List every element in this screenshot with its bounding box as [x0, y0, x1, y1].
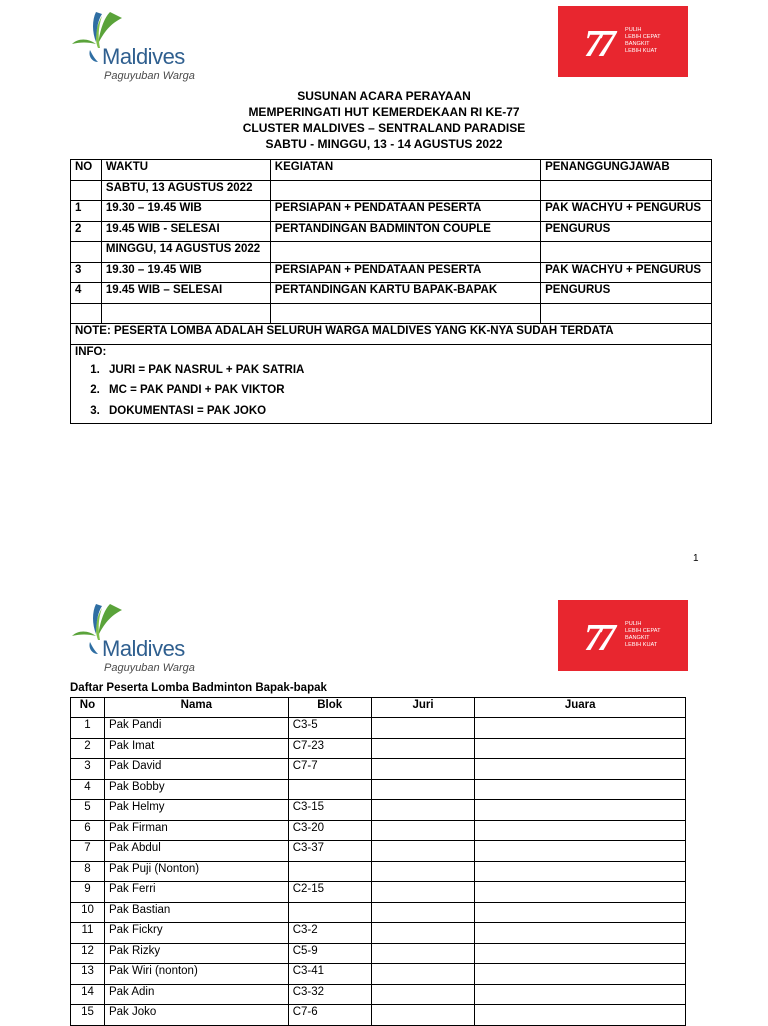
participant-row: 11 Pak Fickry C3-2 — [71, 923, 686, 944]
info-label: INFO: — [75, 345, 107, 358]
participant-row: 6 Pak Firman C3-20 — [71, 820, 686, 841]
schedule-row: 4 19.45 WIB – SELESAI PERTANDINGAN KARTU BAPAK-BAPAK PENGURUS — [71, 283, 712, 304]
participant-row: 15 Pak Joko C7-6 — [71, 1005, 686, 1026]
schedule-row: 2 19.45 WIB - SELESAI PERTANDINGAN BADMINTON COUPLE PENGURUS — [71, 221, 712, 242]
hut-ri-77-badge — [558, 600, 688, 671]
participant-row: 10 Pak Bastian — [71, 902, 686, 923]
heading-line: SABTU - MINGGU, 13 - 14 AGUSTUS 2022 — [265, 137, 503, 151]
header-waktu: WAKTU — [101, 160, 270, 181]
participant-list-title: Daftar Peserta Lomba Badminton Bapak-bapak — [70, 682, 327, 694]
hut-ri-77-badge — [558, 6, 688, 77]
info-row — [71, 344, 712, 423]
header-blok: Blok — [288, 698, 371, 718]
schedule-note: NOTE: PESERTA LOMBA ADALAH SELURUH WARGA MALDIVES YANG KK-NYA SUDAH TERDATA — [71, 324, 712, 345]
header-no: NO — [71, 160, 102, 181]
badge-tagline: PULIH LEBIH CEPAT BANGKIT LEBIH KUAT — [625, 621, 661, 648]
logo-subtitle: Paguyuban Warga — [104, 70, 195, 82]
participant-row: 3 Pak David C7-7 — [71, 759, 686, 780]
header-juara: Juara — [475, 698, 686, 718]
participant-row: 5 Pak Helmy C3-15 — [71, 800, 686, 821]
participant-row: 14 Pak Adin C3-32 — [71, 984, 686, 1005]
header-juri: Juri — [371, 698, 475, 718]
participant-row: 13 Pak Wiri (nonton) C3-41 — [71, 964, 686, 985]
schedule-header-row — [71, 160, 712, 181]
participant-table — [70, 697, 686, 1026]
participant-row: 1 Pak Pandi C3-5 — [71, 718, 686, 739]
header-no: No — [71, 698, 105, 718]
info-item: 1. JURI = PAK NASRUL + PAK SATRIA — [103, 360, 707, 381]
maldives-logo — [70, 600, 200, 680]
schedule-row — [71, 303, 712, 324]
info-item: 2. MC = PAK PANDI + PAK VIKTOR — [103, 380, 707, 401]
info-list — [75, 360, 707, 422]
participant-row: 2 Pak Imat C7-23 — [71, 738, 686, 759]
info-cell — [71, 344, 712, 423]
schedule-row: 1 19.30 – 19.45 WIB PERSIAPAN + PENDATAAN PESERTA PAK WACHYU + PENGURUS — [71, 201, 712, 222]
participant-row: 4 Pak Bobby — [71, 779, 686, 800]
badge-tagline: PULIH LEBIH CEPAT BANGKIT LEBIH KUAT — [625, 27, 661, 54]
header-penanggungjawab: PENANGGUNGJAWAB — [541, 160, 712, 181]
badge-number: 77 — [584, 23, 610, 65]
badge-number: 77 — [584, 617, 610, 659]
schedule-row: MINGGU, 14 AGUSTUS 2022 — [71, 242, 712, 263]
maldives-logo — [70, 8, 200, 88]
heading-line: SUSUNAN ACARA PERAYAAN — [297, 89, 471, 103]
logo-title: Maldives — [102, 44, 185, 69]
participant-row: 7 Pak Abdul C3-37 — [71, 841, 686, 862]
logo-title: Maldives — [102, 636, 185, 661]
logo-subtitle: Paguyuban Warga — [104, 662, 195, 674]
schedule-row: 3 19.30 – 19.45 WIB PERSIAPAN + PENDATAAN PESERTA PAK WACHYU + PENGURUS — [71, 262, 712, 283]
participant-row: 9 Pak Ferri C2-15 — [71, 882, 686, 903]
note-row — [71, 324, 712, 345]
participant-header-row — [71, 698, 686, 718]
participant-row: 12 Pak Rizky C5-9 — [71, 943, 686, 964]
heading-line: MEMPERINGATI HUT KEMERDEKAAN RI KE-77 — [248, 105, 520, 119]
schedule-table — [70, 159, 712, 424]
event-heading — [0, 88, 768, 152]
participant-row: 8 Pak Puji (Nonton) — [71, 861, 686, 882]
schedule-row: SABTU, 13 AGUSTUS 2022 — [71, 180, 712, 201]
header-kegiatan: KEGIATAN — [270, 160, 540, 181]
header-nama: Nama — [104, 698, 288, 718]
info-item: 3. DOKUMENTASI = PAK JOKO — [103, 401, 707, 422]
page-number: 1 — [693, 553, 699, 564]
heading-line: CLUSTER MALDIVES – SENTRALAND PARADISE — [242, 121, 526, 135]
